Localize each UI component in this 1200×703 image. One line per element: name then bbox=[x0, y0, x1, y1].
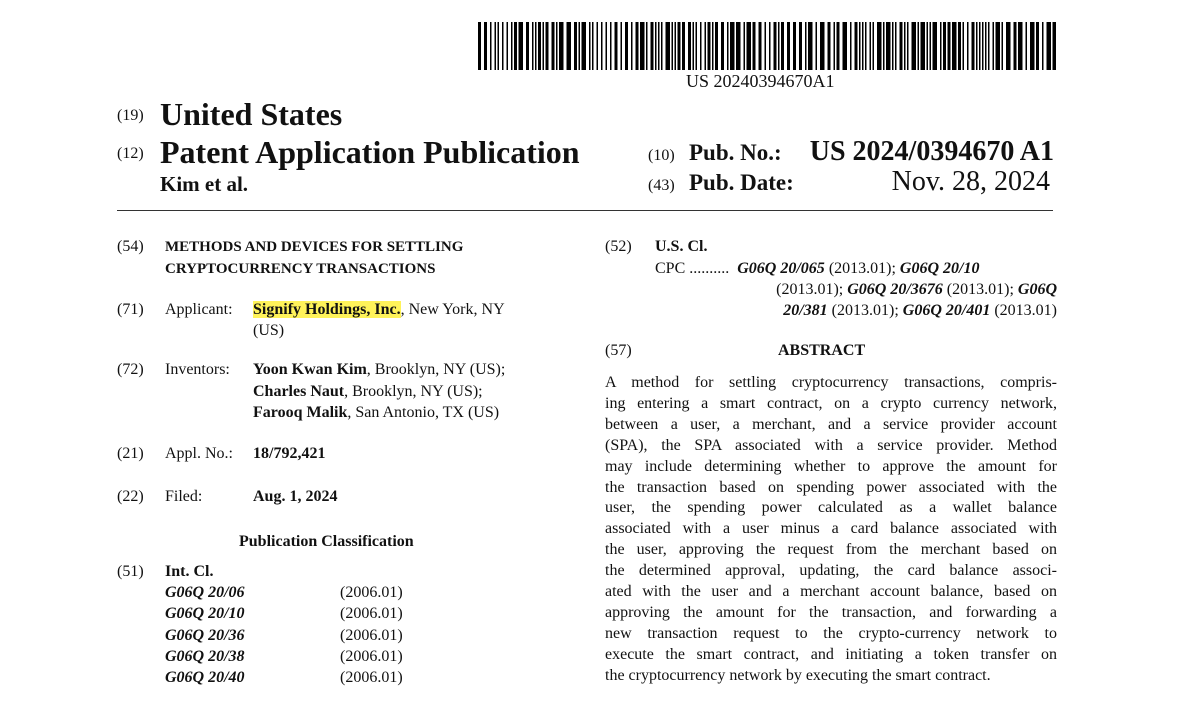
barcode-bar bbox=[715, 22, 718, 70]
abstract-line: A method for settling cryptocurrency transactions, compris- bbox=[605, 374, 1057, 391]
barcode-bar bbox=[865, 22, 867, 70]
barcode-bar bbox=[781, 22, 784, 70]
barcode-bar bbox=[744, 22, 746, 70]
cpc-class: G06Q 20/065 bbox=[737, 260, 825, 277]
barcode-bar bbox=[979, 22, 981, 70]
barcode-bar bbox=[495, 22, 497, 70]
abstract-line: the transaction based on spending power associated with the bbox=[605, 478, 1057, 496]
applicant-name: Signify Holdings, Inc. bbox=[253, 301, 401, 318]
appl-code: (21) bbox=[117, 445, 144, 462]
barcode-bar bbox=[688, 22, 691, 70]
barcode-bar bbox=[579, 22, 581, 70]
barcode-bar bbox=[556, 22, 558, 70]
barcode-bar bbox=[1006, 22, 1011, 70]
barcode bbox=[478, 22, 1056, 70]
inventor-location: , Brooklyn, NY (US); bbox=[366, 361, 506, 378]
barcode-bar bbox=[837, 22, 840, 70]
barcode-bar bbox=[927, 22, 929, 70]
barcode-bar bbox=[532, 22, 534, 70]
barcode-bar bbox=[651, 22, 654, 70]
barcode-bar bbox=[498, 22, 500, 70]
inventor bbox=[253, 403, 499, 423]
title-code: (54) bbox=[117, 238, 144, 255]
barcode-bar bbox=[859, 22, 861, 70]
abstract-line: execute the smart contract, and initiating a token transfer on bbox=[605, 645, 1057, 663]
barcode-bar bbox=[672, 22, 674, 70]
barcode-bar bbox=[904, 22, 906, 70]
cpc-label: CPC .......... bbox=[655, 260, 730, 277]
cpc-version: (2013.01); bbox=[942, 281, 1018, 298]
abstract-line: between a user, a merchant, and a service provider account bbox=[605, 415, 1057, 433]
intcl-version: (2006.01) bbox=[340, 627, 403, 644]
barcode-bar bbox=[1030, 22, 1035, 70]
barcode-bar bbox=[886, 22, 891, 70]
barcode-bar bbox=[514, 22, 517, 70]
barcode-bar bbox=[546, 22, 549, 70]
inventor bbox=[253, 382, 483, 402]
barcode-bar bbox=[655, 22, 657, 70]
barcode-bar bbox=[589, 22, 591, 70]
header-divider bbox=[117, 210, 1053, 211]
abstract-line: the determined approval, updating, the card balance associ- bbox=[605, 562, 1057, 580]
barcode-bar bbox=[727, 22, 729, 70]
barcode-bar bbox=[543, 22, 545, 70]
barcode-bar bbox=[958, 22, 961, 70]
cpc-class: G06Q 20/3676 bbox=[847, 281, 943, 298]
barcode-bar bbox=[988, 22, 990, 70]
barcode-bar bbox=[535, 22, 537, 70]
barcode-bar bbox=[963, 22, 965, 70]
barcode-bar bbox=[753, 22, 756, 70]
country-code: (19) bbox=[117, 107, 144, 124]
barcode-bar bbox=[519, 22, 524, 70]
barcode-bar bbox=[538, 22, 541, 70]
barcode-bar bbox=[895, 22, 897, 70]
inventor-location: , San Antonio, TX (US) bbox=[347, 404, 500, 421]
barcode-bar bbox=[828, 22, 831, 70]
intcl-version: (2006.01) bbox=[340, 584, 403, 601]
barcode-bar bbox=[747, 22, 752, 70]
intcl-class: G06Q 20/10 bbox=[165, 605, 245, 622]
barcode-bar bbox=[582, 22, 587, 70]
barcode-bar bbox=[675, 22, 677, 70]
barcode-bar bbox=[666, 22, 671, 70]
abstract-line: associated with a user minus a card balance associated with bbox=[605, 520, 1057, 538]
barcode-bar bbox=[870, 22, 872, 70]
barcode-bar bbox=[877, 22, 882, 70]
barcode-bar bbox=[721, 22, 724, 70]
barcode-bar bbox=[708, 22, 711, 70]
intcl-version: (2006.01) bbox=[340, 669, 403, 686]
title-line: METHODS AND DEVICES FOR SETTLING bbox=[165, 239, 464, 255]
barcode-bar bbox=[511, 22, 513, 70]
barcode-bar bbox=[972, 22, 975, 70]
barcode-bar bbox=[1002, 22, 1004, 70]
applicant-code: (71) bbox=[117, 301, 144, 318]
cpc-class: G06Q 20/401 bbox=[902, 302, 991, 319]
barcode-bar bbox=[769, 22, 771, 70]
cpc-line bbox=[776, 280, 1057, 300]
intcl-version: (2006.01) bbox=[340, 648, 403, 665]
barcode-bar bbox=[948, 22, 951, 70]
applicant-label: Applicant: bbox=[165, 301, 233, 318]
barcode-bar bbox=[816, 22, 818, 70]
barcode-bar bbox=[610, 22, 612, 70]
barcode-bar bbox=[552, 22, 555, 70]
inventor-name: Farooq Malik bbox=[253, 404, 348, 421]
intcl-class: G06Q 20/06 bbox=[165, 584, 245, 601]
barcode-bar bbox=[736, 22, 741, 70]
barcode-bar bbox=[1042, 22, 1044, 70]
barcode-bar bbox=[912, 22, 917, 70]
barcode-bar bbox=[682, 22, 685, 70]
uscl-code: (52) bbox=[605, 238, 632, 255]
barcode-bar bbox=[507, 22, 509, 70]
barcode-bar bbox=[1053, 22, 1057, 70]
pub-no: US 2024/0394670 A1 bbox=[809, 136, 1054, 167]
barcode-bar bbox=[933, 22, 938, 70]
cpc-version: (2013.01); bbox=[827, 302, 903, 319]
barcode-bar bbox=[843, 22, 848, 70]
barcode-bar bbox=[778, 22, 780, 70]
abstract-line: ated with the user and a merchant account balance, based on bbox=[605, 583, 1057, 600]
cpc-line bbox=[783, 301, 1057, 321]
barcode-bar bbox=[478, 22, 481, 70]
appl-no: 18/792,421 bbox=[253, 445, 326, 462]
barcode-bar bbox=[502, 22, 504, 70]
barcode-bar bbox=[952, 22, 957, 70]
inventors-label: Inventors: bbox=[165, 361, 230, 378]
barcode-bar bbox=[787, 22, 790, 70]
barcode-bar bbox=[940, 22, 942, 70]
filed-date: Aug. 1, 2024 bbox=[253, 488, 338, 505]
barcode-bar bbox=[730, 22, 735, 70]
inventors-code: (72) bbox=[117, 361, 144, 378]
cpc-line bbox=[655, 259, 979, 279]
barcode-bar bbox=[967, 22, 969, 70]
appl-label: Appl. No.: bbox=[165, 445, 233, 462]
filed-code: (22) bbox=[117, 488, 144, 505]
barcode-bar bbox=[636, 22, 639, 70]
barcode-bar bbox=[855, 22, 858, 70]
abstract-code: (57) bbox=[605, 342, 632, 359]
barcode-bar bbox=[799, 22, 802, 70]
barcode-bar bbox=[774, 22, 777, 70]
barcode-bar bbox=[765, 22, 767, 70]
cpc-class: G06Q 20/10 bbox=[899, 260, 980, 277]
classification-heading: Publication Classification bbox=[239, 533, 414, 550]
barcode-bar bbox=[621, 22, 623, 70]
barcode-bar bbox=[1036, 22, 1039, 70]
pub-date-label: Pub. Date: bbox=[689, 170, 794, 195]
barcode-bar bbox=[873, 22, 875, 70]
cpc-class: G06Q bbox=[1017, 281, 1057, 298]
barcode-bar bbox=[490, 22, 492, 70]
country: United States bbox=[160, 96, 343, 132]
barcode-bar bbox=[646, 22, 648, 70]
type-code: (12) bbox=[117, 145, 144, 162]
barcode-bar bbox=[862, 22, 864, 70]
barcode-bar bbox=[678, 22, 681, 70]
cpc-version: (2013.01) bbox=[990, 302, 1057, 319]
inventor bbox=[253, 360, 505, 380]
barcode-bar bbox=[559, 22, 564, 70]
barcode-bar bbox=[574, 22, 577, 70]
abstract-heading: ABSTRACT bbox=[778, 342, 866, 359]
barcode-number: US 20240394670A1 bbox=[686, 71, 835, 91]
abstract-line: new transaction request to the crypto-currency network to bbox=[605, 624, 1057, 642]
barcode-bar bbox=[930, 22, 932, 70]
barcode-bar bbox=[883, 22, 885, 70]
applicant bbox=[253, 300, 505, 320]
filed-label: Filed: bbox=[165, 488, 203, 505]
barcode-bar bbox=[700, 22, 702, 70]
barcode-bar bbox=[918, 22, 920, 70]
barcode-bar bbox=[759, 22, 762, 70]
cpc-version: (2013.01); bbox=[776, 281, 848, 298]
abstract-line: ing entering a smart contract, on a crypto currency network, bbox=[605, 394, 1057, 412]
intcl-class: G06Q 20/38 bbox=[165, 648, 245, 665]
barcode-bar bbox=[943, 22, 946, 70]
barcode-bar bbox=[567, 22, 572, 70]
authors: Kim et al. bbox=[160, 172, 249, 196]
barcode-bar bbox=[900, 22, 903, 70]
barcode-bar bbox=[907, 22, 909, 70]
intcl-version: (2006.01) bbox=[340, 605, 403, 622]
cpc-version: (2013.01); bbox=[824, 260, 900, 277]
abstract-line: (SPA), the SPA associated with a service provider. Method bbox=[605, 436, 1057, 454]
barcode-bar bbox=[1018, 22, 1023, 70]
barcode-bar bbox=[976, 22, 978, 70]
intcl-label: Int. Cl. bbox=[165, 563, 214, 580]
barcode-bar bbox=[597, 22, 599, 70]
barcode-bar bbox=[993, 22, 995, 70]
barcode-bar bbox=[985, 22, 987, 70]
inventor-name: Charles Naut bbox=[253, 383, 345, 400]
barcode-bar bbox=[526, 22, 529, 70]
barcode-bar bbox=[996, 22, 1001, 70]
applicant-location: , New York, NY bbox=[400, 301, 505, 318]
pub-no-label: Pub. No.: bbox=[689, 140, 782, 165]
barcode-bar bbox=[805, 22, 807, 70]
barcode-bar bbox=[892, 22, 894, 70]
abstract-line: the cryptocurrency network by executing the smart contract. bbox=[605, 666, 991, 684]
barcode-bar bbox=[982, 22, 984, 70]
barcode-bar bbox=[696, 22, 698, 70]
barcode-bar bbox=[705, 22, 707, 70]
inventor-name: Yoon Kwan Kim bbox=[253, 361, 367, 378]
title-line: CRYPTOCURRENCY TRANSACTIONS bbox=[165, 261, 436, 277]
uscl-label: U.S. Cl. bbox=[655, 238, 708, 255]
barcode-bar bbox=[661, 22, 663, 70]
inventor-location: , Brooklyn, NY (US); bbox=[344, 383, 483, 400]
applicant-country: (US) bbox=[253, 322, 285, 339]
abstract-line: may include determining whether to approve the amount for bbox=[605, 457, 1057, 475]
barcode-bar bbox=[793, 22, 796, 70]
barcode-bar bbox=[693, 22, 695, 70]
abstract-line: approving the amount for the transaction, and forwarding a bbox=[605, 603, 1057, 621]
barcode-bar bbox=[606, 22, 608, 70]
barcode-bar bbox=[631, 22, 633, 70]
barcode-bar bbox=[615, 22, 618, 70]
barcode-bar bbox=[1047, 22, 1052, 70]
barcode-bar bbox=[1026, 22, 1028, 70]
cpc-class: 20/381 bbox=[783, 302, 828, 319]
barcode-bar bbox=[658, 22, 660, 70]
barcode-bar bbox=[712, 22, 714, 70]
barcode-bar bbox=[601, 22, 603, 70]
barcode-bar bbox=[1014, 22, 1017, 70]
barcode-bar bbox=[850, 22, 852, 70]
barcode-bar bbox=[484, 22, 487, 70]
barcode-bar bbox=[820, 22, 825, 70]
intcl-class: G06Q 20/36 bbox=[165, 627, 245, 644]
pub-no-code: (10) bbox=[648, 147, 675, 164]
intcl-class: G06Q 20/40 bbox=[165, 669, 245, 686]
barcode-bar bbox=[808, 22, 813, 70]
abstract-line: the user, approving the request from the merchant based on bbox=[605, 541, 1057, 559]
publication-type: Patent Application Publication bbox=[160, 134, 580, 170]
barcode-bar bbox=[921, 22, 926, 70]
barcode-bar bbox=[625, 22, 628, 70]
barcode-bar bbox=[834, 22, 836, 70]
barcode-bar bbox=[592, 22, 594, 70]
abstract-line: user, the spending power calculated as a wallet balance bbox=[605, 499, 1057, 517]
barcode-bar bbox=[640, 22, 645, 70]
intcl-code: (51) bbox=[117, 563, 144, 580]
pub-date-code: (43) bbox=[648, 177, 675, 194]
pub-date: Nov. 28, 2024 bbox=[891, 166, 1050, 197]
